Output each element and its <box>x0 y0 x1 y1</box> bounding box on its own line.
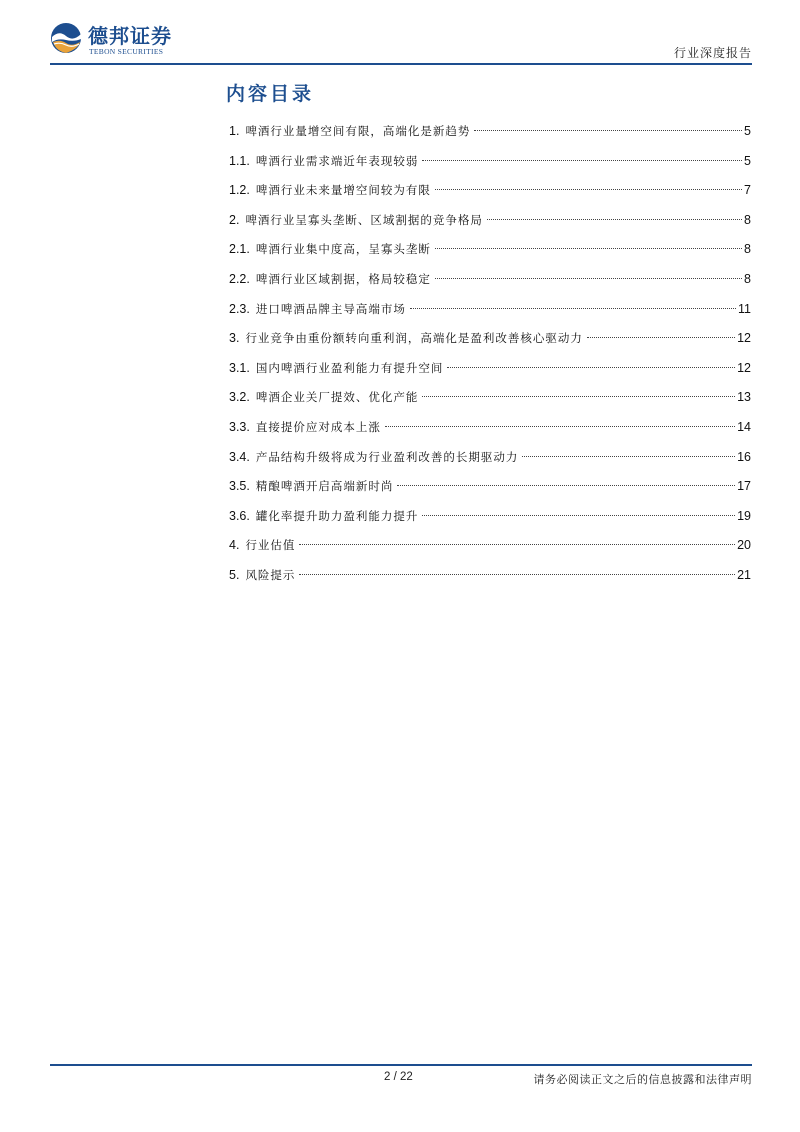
report-type-label: 行业深度报告 <box>673 46 752 60</box>
toc-dot-leader <box>422 515 735 516</box>
toc-entry-number: 2.1. <box>229 242 250 257</box>
toc-entry-number: 3.5. <box>229 479 250 494</box>
toc-entry-page: 21 <box>737 567 751 582</box>
toc-entry-title[interactable]: 行业竞争由重份额转向重利润，高端化是盈利改善核心驱动力 <box>245 331 583 346</box>
toc-dot-leader <box>435 189 742 190</box>
toc-dot-leader <box>487 219 742 220</box>
table-of-contents <box>229 121 751 595</box>
toc-entry[interactable] <box>229 121 751 151</box>
toc-entry-number: 3. <box>229 331 240 346</box>
toc-entry[interactable] <box>229 387 751 417</box>
toc-entry-page: 13 <box>737 390 751 405</box>
toc-entry-number: 2.2. <box>229 271 250 286</box>
toc-entry[interactable] <box>229 358 751 388</box>
tebon-logo <box>50 20 200 60</box>
toc-entry-number: 1.1. <box>229 153 250 168</box>
toc-entry-page: 8 <box>744 271 751 286</box>
toc-entry-number: 5. <box>229 567 240 582</box>
toc-dot-leader <box>385 426 735 427</box>
toc-entry[interactable] <box>229 328 751 358</box>
toc-entry-number: 1. <box>229 124 240 138</box>
toc-entry-title[interactable]: 国内啤酒行业盈利能力有提升空间 <box>255 360 444 375</box>
toc-entry[interactable] <box>229 299 751 329</box>
toc-entry-page: 8 <box>744 242 751 257</box>
toc-entry-title[interactable]: 啤酒行业区域割据，格局较稳定 <box>255 271 431 286</box>
toc-dot-leader <box>410 308 736 309</box>
toc-entry-page: 8 <box>744 212 751 227</box>
toc-entry-page: 11 <box>738 301 751 316</box>
toc-title: 内容目录 <box>226 83 315 105</box>
toc-entry[interactable] <box>229 269 751 299</box>
tebon-logo-icon <box>50 22 82 54</box>
toc-dot-leader <box>587 337 735 338</box>
logo-chinese-name: 德邦证券 <box>88 24 172 48</box>
toc-entry-page: 14 <box>737 419 751 434</box>
header-divider <box>50 63 752 65</box>
toc-entry-page: 12 <box>737 360 751 375</box>
toc-entry-page: 16 <box>737 449 751 464</box>
toc-entry-number: 1.2. <box>229 183 250 198</box>
toc-entry-number: 3.1. <box>229 360 250 375</box>
toc-entry[interactable] <box>229 239 751 269</box>
toc-entry[interactable] <box>229 476 751 506</box>
toc-entry-number: 3.4. <box>229 449 250 464</box>
toc-entry[interactable] <box>229 180 751 210</box>
toc-entry-number: 2.3. <box>229 301 250 316</box>
toc-dot-leader <box>397 485 735 486</box>
toc-dot-leader <box>299 574 735 575</box>
toc-entry-title[interactable]: 啤酒企业关厂提效、优化产能 <box>255 390 419 405</box>
toc-entry-title[interactable]: 进口啤酒品牌主导高端市场 <box>255 301 406 316</box>
page-indicator: 2 / 22 <box>384 1071 413 1083</box>
toc-entry-title[interactable]: 啤酒行业呈寡头垄断、区域割据的竞争格局 <box>245 212 483 227</box>
toc-entry-title[interactable]: 直接提价应对成本上涨 <box>255 419 381 434</box>
toc-entry-page: 19 <box>737 508 751 523</box>
toc-entry-page: 5 <box>744 153 751 168</box>
toc-entry-number: 3.3. <box>229 419 250 434</box>
toc-entry-title[interactable]: 啤酒行业需求端近年表现较弱 <box>255 153 419 168</box>
toc-dot-leader <box>435 248 742 249</box>
toc-entry-page: 12 <box>737 331 751 346</box>
toc-entry-title[interactable]: 罐化率提升助力盈利能力提升 <box>255 508 419 523</box>
toc-dot-leader <box>447 367 735 368</box>
toc-entry-page: 5 <box>744 124 751 138</box>
logo-english-name: TEBON SECURITIES <box>89 47 164 56</box>
toc-entry-page: 7 <box>744 183 751 198</box>
toc-entry-title[interactable]: 啤酒行业量增空间有限，高端化是新趋势 <box>245 124 471 138</box>
toc-entry-title[interactable]: 精酿啤酒开启高端新时尚 <box>255 479 394 494</box>
toc-dot-leader <box>522 456 735 457</box>
toc-entry[interactable] <box>229 447 751 477</box>
toc-entry-title[interactable]: 风险提示 <box>245 567 296 582</box>
toc-entry-number: 3.2. <box>229 390 250 405</box>
toc-entry[interactable] <box>229 535 751 565</box>
toc-entry-title[interactable]: 啤酒行业未来量增空间较为有限 <box>255 183 431 198</box>
toc-entry[interactable] <box>229 417 751 447</box>
toc-entry-title[interactable]: 产品结构升级将成为行业盈利改善的长期驱动力 <box>255 449 519 464</box>
toc-entry-number: 3.6. <box>229 508 250 523</box>
toc-entry[interactable] <box>229 151 751 181</box>
footer-divider <box>50 1064 752 1066</box>
toc-dot-leader <box>299 544 735 545</box>
toc-entry[interactable] <box>229 565 751 595</box>
toc-entry-number: 2. <box>229 212 240 227</box>
toc-entry[interactable] <box>229 506 751 536</box>
toc-dot-leader <box>422 396 735 397</box>
toc-dot-leader <box>422 160 742 161</box>
toc-entry-title[interactable]: 行业估值 <box>245 538 296 553</box>
toc-entry-title[interactable]: 啤酒行业集中度高，呈寡头垄断 <box>255 242 431 257</box>
toc-dot-leader <box>474 130 742 131</box>
toc-entry-page: 20 <box>737 538 751 553</box>
toc-dot-leader <box>435 278 742 279</box>
toc-entry[interactable] <box>229 210 751 240</box>
toc-entry-number: 4. <box>229 538 240 553</box>
toc-entry-page: 17 <box>737 479 751 494</box>
disclaimer-note: 请务必阅读正文之后的信息披露和法律声明 <box>533 1073 752 1086</box>
